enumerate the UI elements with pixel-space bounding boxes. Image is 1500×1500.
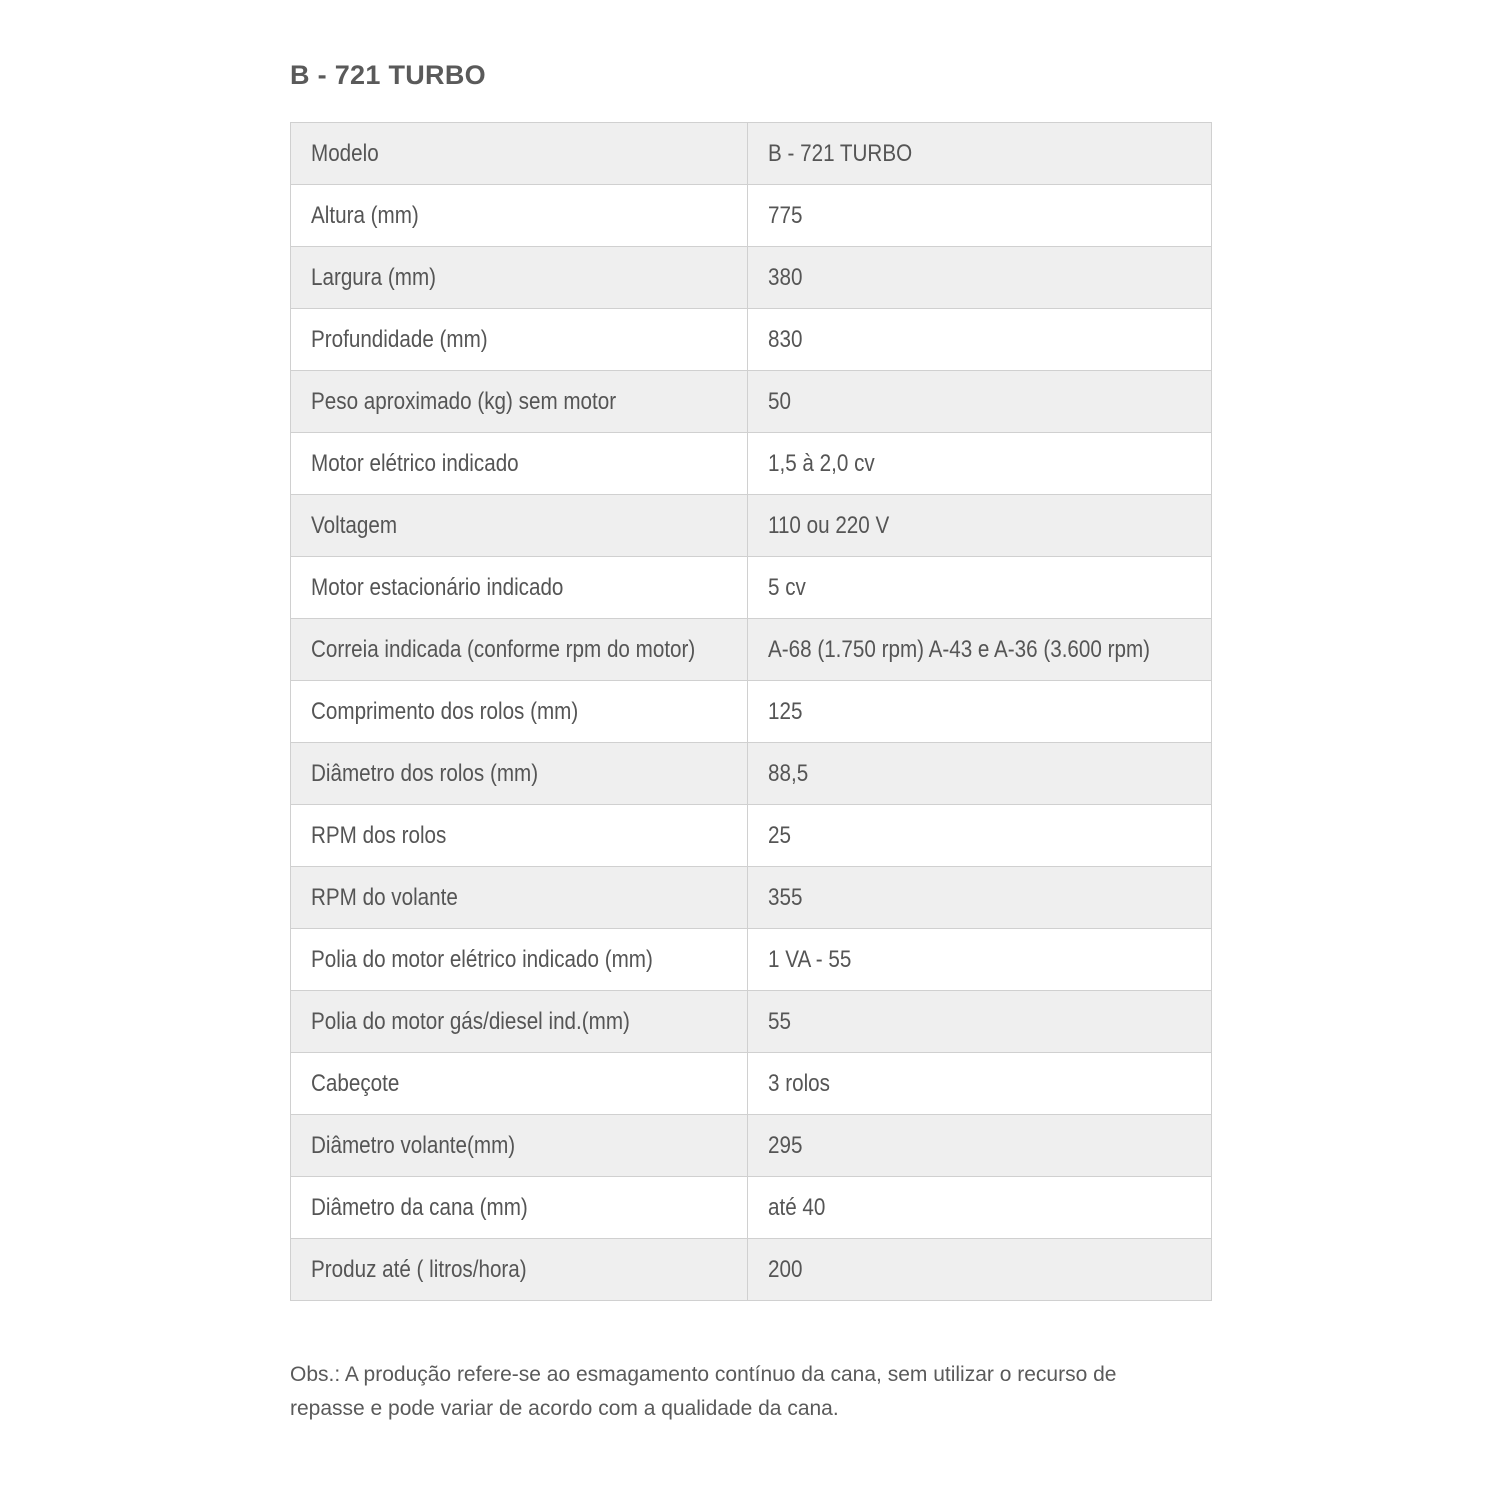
spec-value: 25 bbox=[748, 805, 1212, 867]
spec-label: Diâmetro dos rolos (mm) bbox=[291, 743, 748, 805]
spec-label: Cabeçote bbox=[291, 1053, 748, 1115]
table-row bbox=[291, 743, 1212, 805]
spec-value: 5 cv bbox=[748, 557, 1212, 619]
table-row bbox=[291, 185, 1212, 247]
table-row bbox=[291, 371, 1212, 433]
spec-label: Motor estacionário indicado bbox=[291, 557, 748, 619]
spec-label: Correia indicada (conforme rpm do motor) bbox=[291, 619, 748, 681]
spec-label: Altura (mm) bbox=[291, 185, 748, 247]
table-row bbox=[291, 867, 1212, 929]
spec-value: 775 bbox=[748, 185, 1212, 247]
spec-value: B - 721 TURBO bbox=[748, 123, 1212, 185]
table-row bbox=[291, 247, 1212, 309]
spec-value: 380 bbox=[748, 247, 1212, 309]
spec-label: Produz até ( litros/hora) bbox=[291, 1239, 748, 1301]
table-row bbox=[291, 805, 1212, 867]
table-row bbox=[291, 1115, 1212, 1177]
table-row bbox=[291, 557, 1212, 619]
table-row bbox=[291, 433, 1212, 495]
spec-label: Peso aproximado (kg) sem motor bbox=[291, 371, 748, 433]
table-row bbox=[291, 495, 1212, 557]
spec-value: 295 bbox=[748, 1115, 1212, 1177]
spec-label: Profundidade (mm) bbox=[291, 309, 748, 371]
spec-table bbox=[290, 122, 1212, 1301]
spec-value: 50 bbox=[748, 371, 1212, 433]
table-row bbox=[291, 309, 1212, 371]
spec-label: Diâmetro volante(mm) bbox=[291, 1115, 748, 1177]
production-note: Obs.: A produção refere-se ao esmagamento contínuo da cana, sem utilizar o recurso de repasse e pode variar de acordo com a qualidade da cana. bbox=[290, 1363, 1117, 1420]
spec-value: até 40 bbox=[748, 1177, 1212, 1239]
table-row bbox=[291, 123, 1212, 185]
table-row bbox=[291, 681, 1212, 743]
page-title: B - 721 TURBO bbox=[290, 60, 486, 90]
spec-value: 88,5 bbox=[748, 743, 1212, 805]
spec-value: A-68 (1.750 rpm) A-43 e A-36 (3.600 rpm) bbox=[748, 619, 1212, 681]
table-row bbox=[291, 991, 1212, 1053]
spec-value: 200 bbox=[748, 1239, 1212, 1301]
table-row bbox=[291, 1053, 1212, 1115]
spec-value: 1,5 à 2,0 cv bbox=[748, 433, 1212, 495]
spec-label: Diâmetro da cana (mm) bbox=[291, 1177, 748, 1239]
spec-label: Voltagem bbox=[291, 495, 748, 557]
table-row bbox=[291, 619, 1212, 681]
table-row bbox=[291, 1177, 1212, 1239]
spec-value: 830 bbox=[748, 309, 1212, 371]
spec-value: 110 ou 220 V bbox=[748, 495, 1212, 557]
spec-label: Polia do motor gás/diesel ind.(mm) bbox=[291, 991, 748, 1053]
spec-value: 3 rolos bbox=[748, 1053, 1212, 1115]
spec-label: RPM dos rolos bbox=[291, 805, 748, 867]
table-row bbox=[291, 929, 1212, 991]
spec-value: 1 VA - 55 bbox=[748, 929, 1212, 991]
spec-value: 355 bbox=[748, 867, 1212, 929]
spec-label: Polia do motor elétrico indicado (mm) bbox=[291, 929, 748, 991]
table-row bbox=[291, 1239, 1212, 1301]
spec-label: Largura (mm) bbox=[291, 247, 748, 309]
spec-label: Comprimento dos rolos (mm) bbox=[291, 681, 748, 743]
spec-label: Modelo bbox=[291, 123, 748, 185]
spec-label: Motor elétrico indicado bbox=[291, 433, 748, 495]
spec-value: 125 bbox=[748, 681, 1212, 743]
spec-value: 55 bbox=[748, 991, 1212, 1053]
spec-table-body bbox=[291, 123, 1212, 1301]
spec-label: RPM do volante bbox=[291, 867, 748, 929]
